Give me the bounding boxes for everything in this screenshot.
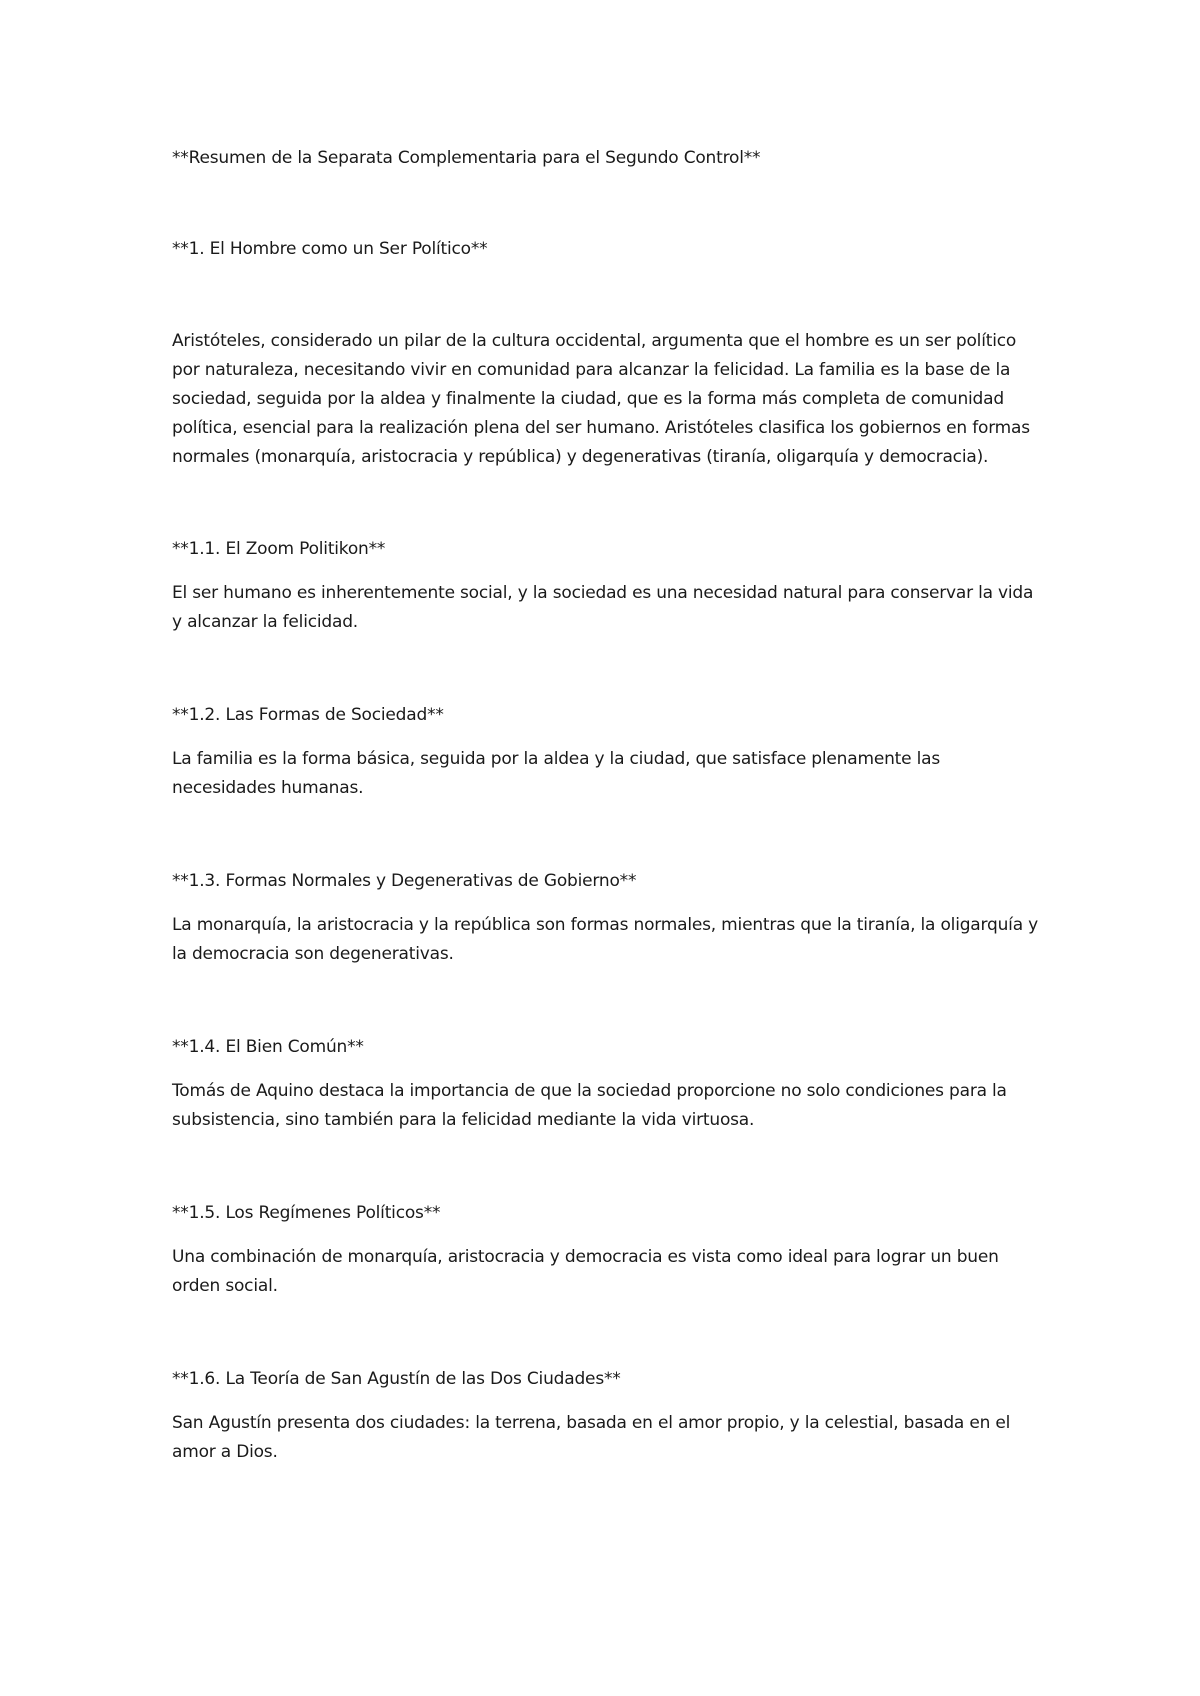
subsection-text-1-5: Una combinación de monarquía, aristocracia y democracia es vista como ideal para lograr un buen orden social.: [172, 1247, 999, 1296]
document-title: **Resumen de la Separata Complementaria para el Segundo Control**: [172, 148, 761, 168]
subsection-heading-1-4: **1.4. El Bien Común**: [172, 1037, 364, 1057]
subsection-heading-1-6: **1.6. La Teoría de San Agustín de las Dos Ciudades**: [172, 1369, 621, 1389]
intro-paragraph: Aristóteles, considerado un pilar de la cultura occidental, argumenta que el hombre es un ser político por naturaleza, necesitando vivir en comunidad para alcanzar la felicidad. La familia es la base de la sociedad, seguida por la aldea y finalmente la ciudad, que es la forma más completa de comunidad política, esencial para la realización plena del ser humano. Aristóteles clasifica los gobiernos en formas normales (monarquía, aristocracia y república) y degenerativas (tiranía, oligarquía y democracia).: [172, 331, 1030, 467]
document-body: [172, 144, 1040, 1467]
subsection-text-1-3: La monarquía, la aristocracia y la república son formas normales, mientras que la tiranía, la oligarquía y la democracia son degenerativas.: [172, 915, 1038, 964]
subsection-text-1-6: San Agustín presenta dos ciudades: la terrena, basada en el amor propio, y la celestial, basada en el amor a Dios.: [172, 1413, 1011, 1462]
subsection-text-1-1: El ser humano es inherentemente social, y la sociedad es una necesidad natural para conservar la vida y alcanzar la felicidad.: [172, 583, 1034, 632]
subsection-text-1-2: La familia es la forma básica, seguida por la aldea y la ciudad, que satisface plenamente las necesidades humanas.: [172, 749, 940, 798]
subsection-heading-1-2: **1.2. Las Formas de Sociedad**: [172, 705, 444, 725]
subsection-heading-1-5: **1.5. Los Regímenes Políticos**: [172, 1203, 441, 1223]
section-heading: **1. El Hombre como un Ser Político**: [172, 239, 488, 259]
subsection-heading-1-3: **1.3. Formas Normales y Degenerativas de Gobierno**: [172, 871, 637, 891]
subsection-heading-1-1: **1.1. El Zoom Politikon**: [172, 539, 386, 559]
subsection-text-1-4: Tomás de Aquino destaca la importancia de que la sociedad proporcione no solo condiciones para la subsistencia, sino también para la felicidad mediante la vida virtuosa.: [172, 1081, 1007, 1130]
